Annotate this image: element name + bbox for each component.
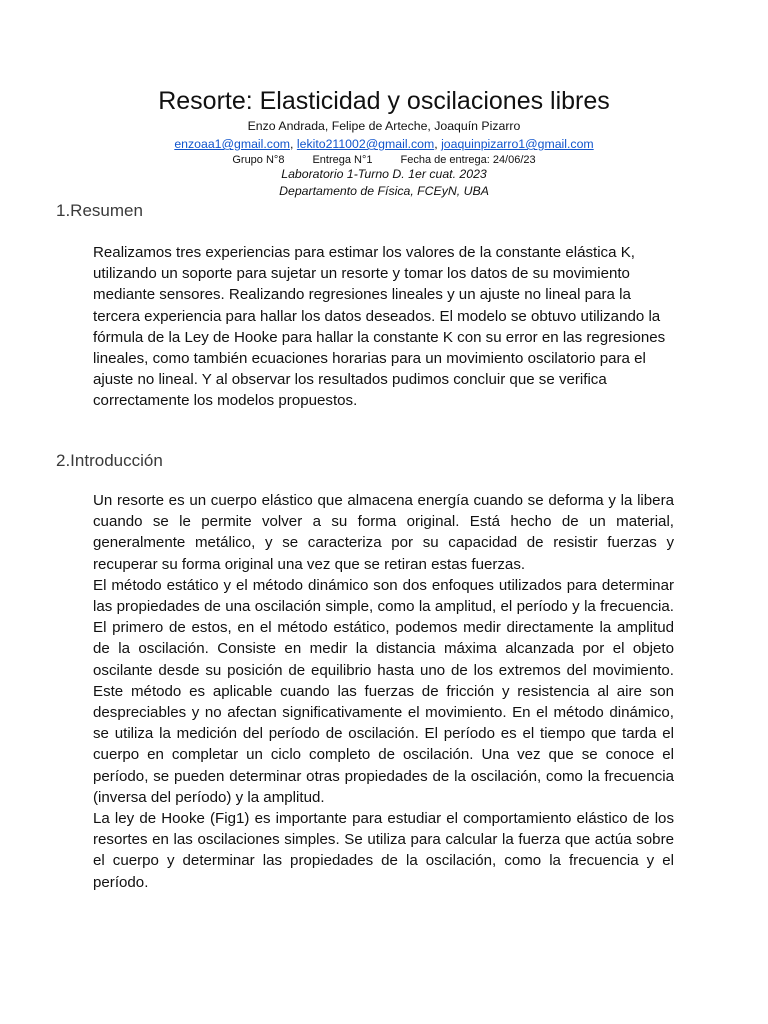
group-number: Grupo N°8 (232, 154, 285, 166)
department-line: Departamento de Física, FCEyN, UBA (279, 184, 489, 198)
email-separator: , (434, 137, 442, 151)
delivery-date: Fecha de entrega: 24/06/23 (400, 154, 536, 166)
email-link[interactable]: lekito211002@gmail.com (296, 137, 435, 151)
lab-line: Laboratorio 1-Turno D. 1er cuat. 2023 (281, 167, 487, 181)
emails-line (0, 136, 768, 152)
authors-line: Enzo Andrada, Felipe de Arteche, Joaquín Pizarro (247, 119, 521, 133)
section-heading-introduccion: 2.Introducción (56, 451, 163, 470)
email-link[interactable]: joaquinpizarro1@gmail.com (441, 137, 594, 151)
section-heading-resumen: 1.Resumen (56, 201, 143, 220)
email-separator: , (290, 137, 297, 151)
introduccion-paragraph: La ley de Hooke (Fig1) es importante para estudiar el comportamiento elástico de los resortes en las oscilaciones simples. Se utiliza para calcular la fuerza que actúa sobre el cuerpo y determinar las propiedades de la oscilación, como la frecuencia y el período. (93, 810, 674, 891)
delivery-number: Entrega N°1 (312, 154, 373, 166)
resumen-paragraph: Realizamos tres experiencias para estimar los valores de la constante elástica K, utilizando un soporte para sujetar un resorte y tomar los datos de su movimiento mediante sensores. Realizando regresiones lineales y un ajuste no lineal para la tercera experiencia para hallar los datos deseados. El modelo se obtuvo utilizando la fórmula de la Ley de Hooke para hallar la constante K con su error en las regresiones lineales, como también ecuaciones horarias para un movimiento oscilatorio para el ajuste no lineal. Y al observar los resultados pudimos concluir que se verifica correctamente los modelos propuestos. (93, 244, 666, 410)
paper-title: Resorte: Elasticidad y oscilaciones libres (158, 87, 610, 115)
introduccion-paragraph: Un resorte es un cuerpo elástico que almacena energía cuando se deforma y la libera cuando se le permite volver a su forma original. Está hecho de un material, generalmente metálico, y se caracteriza por su capacidad de resistir fuerzas y recuperar su forma original una vez que se retiran estas fuerzas. (93, 492, 674, 573)
introduccion-body (93, 490, 674, 893)
email-link[interactable]: enzoaa1@gmail.com (174, 137, 291, 151)
introduccion-paragraph: El método estático y el método dinámico son dos enfoques utilizados para determinar las propiedades de una oscilación simple, como la amplitud, el período y la frecuencia. El primero de estos, en el método estático, podemos medir directamente la amplitud de la oscilación. Consiste en medir la distancia máxima alcanzada por el objeto oscilante desde su posición de equilibrio hasta uno de los extremos del movimiento. Este método es aplicable cuando las fuerzas de fricción y resistencia al aire son despreciables y no afectan significativamente el movimiento. En el método dinámico, se utiliza la medición del período de oscilación. El período es el tiempo que tarda el cuerpo en completar un ciclo completo de oscilación. Una vez que se conoce el período, se pueden determinar otras propiedades de la oscilación, como la frecuencia (inversa del período) y la amplitud. (93, 576, 674, 806)
